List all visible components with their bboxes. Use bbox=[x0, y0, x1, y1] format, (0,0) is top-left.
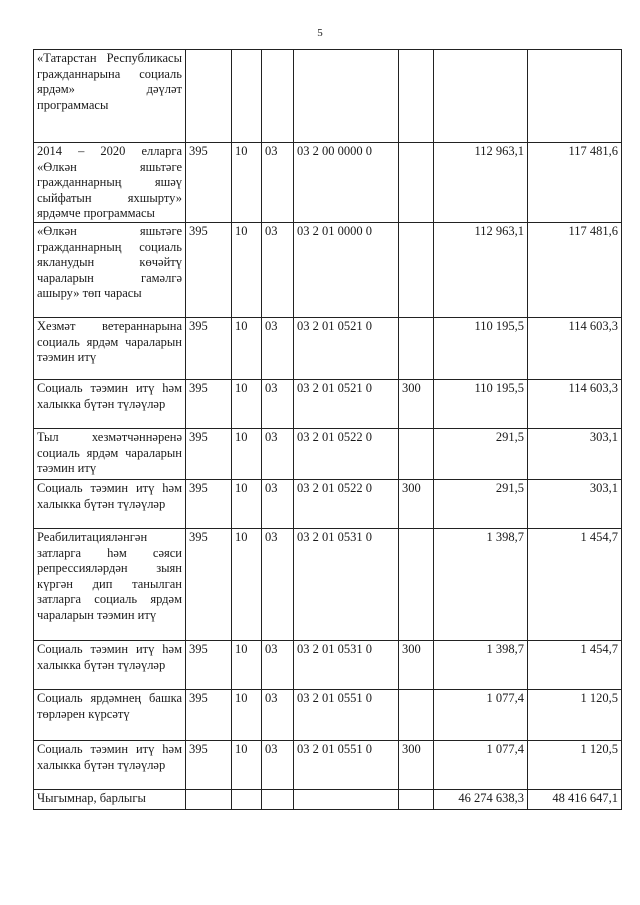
subsection-cell: 03 bbox=[262, 690, 294, 741]
expense-type-cell bbox=[399, 790, 434, 810]
amount-2019-cell: 46 274 638,3 bbox=[434, 790, 528, 810]
section-cell bbox=[232, 50, 262, 143]
target-article-cell: 03 2 01 0522 0 bbox=[294, 429, 399, 480]
section-cell: 10 bbox=[232, 741, 262, 790]
table-row bbox=[34, 641, 622, 690]
amount-2019-cell: 112 963,1 bbox=[434, 143, 528, 223]
subsection-cell: 03 bbox=[262, 429, 294, 480]
amount-2020-cell: 303,1 bbox=[528, 429, 622, 480]
section-cell: 10 bbox=[232, 529, 262, 641]
expense-type-cell: 300 bbox=[399, 641, 434, 690]
subsection-cell bbox=[262, 50, 294, 143]
table-row bbox=[34, 529, 622, 641]
row-name-cell: Социаль ярдәмнең башка төрләрен күрсәтү bbox=[34, 690, 186, 741]
amount-2019-cell: 1 398,7 bbox=[434, 641, 528, 690]
section-cell: 10 bbox=[232, 480, 262, 529]
section-cell: 10 bbox=[232, 143, 262, 223]
table-body bbox=[34, 50, 622, 810]
section-cell: 10 bbox=[232, 641, 262, 690]
table-row bbox=[34, 690, 622, 741]
row-name-cell: «Өлкән яшьтәге гражданнарның социаль якланудын көчәйтү чараларын гамәлгә ашыру» төп чарасы bbox=[34, 223, 186, 318]
subsection-cell: 03 bbox=[262, 741, 294, 790]
expense-type-cell bbox=[399, 690, 434, 741]
row-name-cell: Хезмәт ветераннарына социаль ярдәм чараларын тәэмин итү bbox=[34, 318, 186, 380]
total-row bbox=[34, 790, 622, 810]
section-cell: 10 bbox=[232, 690, 262, 741]
target-article-cell: 03 2 00 0000 0 bbox=[294, 143, 399, 223]
section-cell: 10 bbox=[232, 223, 262, 318]
table-row bbox=[34, 318, 622, 380]
target-article-cell bbox=[294, 50, 399, 143]
ministry-code-cell: 395 bbox=[186, 529, 232, 641]
expense-type-cell bbox=[399, 529, 434, 641]
section-cell: 10 bbox=[232, 429, 262, 480]
ministry-code-cell: 395 bbox=[186, 641, 232, 690]
amount-2019-cell: 1 077,4 bbox=[434, 690, 528, 741]
table-row bbox=[34, 50, 622, 143]
subsection-cell: 03 bbox=[262, 641, 294, 690]
expense-type-cell: 300 bbox=[399, 480, 434, 529]
row-name-cell: Социаль тәэмин итү һәм халыкка бүтән түләүләр bbox=[34, 641, 186, 690]
amount-2019-cell: 110 195,5 bbox=[434, 318, 528, 380]
expense-type-cell bbox=[399, 50, 434, 143]
subsection-cell: 03 bbox=[262, 223, 294, 318]
amount-2020-cell: 117 481,6 bbox=[528, 143, 622, 223]
amount-2020-cell: 114 603,3 bbox=[528, 380, 622, 429]
table-row bbox=[34, 223, 622, 318]
amount-2020-cell: 48 416 647,1 bbox=[528, 790, 622, 810]
ministry-code-cell: 395 bbox=[186, 143, 232, 223]
ministry-code-cell: 395 bbox=[186, 380, 232, 429]
amount-2020-cell: 303,1 bbox=[528, 480, 622, 529]
row-name-cell: Социаль тәэмин итү һәм халыкка бүтән түләүләр bbox=[34, 380, 186, 429]
amount-2020-cell: 117 481,6 bbox=[528, 223, 622, 318]
subsection-cell: 03 bbox=[262, 380, 294, 429]
target-article-cell: 03 2 01 0551 0 bbox=[294, 741, 399, 790]
target-article-cell: 03 2 01 0000 0 bbox=[294, 223, 399, 318]
row-name-cell: Чыгымнар, барлыгы bbox=[34, 790, 186, 810]
amount-2020-cell: 1 120,5 bbox=[528, 690, 622, 741]
page-number: 5 bbox=[317, 27, 323, 39]
amount-2020-cell: 1 454,7 bbox=[528, 641, 622, 690]
table-row bbox=[34, 143, 622, 223]
expense-type-cell: 300 bbox=[399, 741, 434, 790]
expense-type-cell bbox=[399, 318, 434, 380]
ministry-code-cell: 395 bbox=[186, 318, 232, 380]
target-article-cell: 03 2 01 0521 0 bbox=[294, 318, 399, 380]
target-article-cell: 03 2 01 0531 0 bbox=[294, 641, 399, 690]
row-name-cell: Тыл хезмәтчәннәренә социаль ярдәм чараларын тәэмин итү bbox=[34, 429, 186, 480]
row-name-cell: Социаль тәэмин итү һәм халыкка бүтән түләүләр bbox=[34, 741, 186, 790]
section-cell: 10 bbox=[232, 380, 262, 429]
amount-2020-cell bbox=[528, 50, 622, 143]
ministry-code-cell bbox=[186, 50, 232, 143]
amount-2019-cell: 291,5 bbox=[434, 429, 528, 480]
amount-2020-cell: 1 454,7 bbox=[528, 529, 622, 641]
expense-type-cell bbox=[399, 429, 434, 480]
row-name-cell: Реабилитацияләнгән затларга һәм сәяси репрессияләрдән зыян күргән дип танылган затларга социаль ярдәм чараларын тәэмин итү bbox=[34, 529, 186, 641]
table-row bbox=[34, 480, 622, 529]
amount-2019-cell: 110 195,5 bbox=[434, 380, 528, 429]
amount-2019-cell: 112 963,1 bbox=[434, 223, 528, 318]
amount-2019-cell: 1 398,7 bbox=[434, 529, 528, 641]
subsection-cell bbox=[262, 790, 294, 810]
target-article-cell: 03 2 01 0551 0 bbox=[294, 690, 399, 741]
subsection-cell: 03 bbox=[262, 318, 294, 380]
row-name-cell: Социаль тәэмин итү һәм халыкка бүтән түләүләр bbox=[34, 480, 186, 529]
expense-type-cell bbox=[399, 223, 434, 318]
subsection-cell: 03 bbox=[262, 529, 294, 641]
amount-2020-cell: 114 603,3 bbox=[528, 318, 622, 380]
ministry-code-cell: 395 bbox=[186, 223, 232, 318]
target-article-cell: 03 2 01 0521 0 bbox=[294, 380, 399, 429]
table-row bbox=[34, 741, 622, 790]
ministry-code-cell: 395 bbox=[186, 429, 232, 480]
subsection-cell: 03 bbox=[262, 143, 294, 223]
section-cell: 10 bbox=[232, 318, 262, 380]
expense-type-cell: 300 bbox=[399, 380, 434, 429]
target-article-cell bbox=[294, 790, 399, 810]
expense-type-cell bbox=[399, 143, 434, 223]
target-article-cell: 03 2 01 0531 0 bbox=[294, 529, 399, 641]
row-name-cell: 2014 – 2020 елларга «Өлкән яшьтәге гражданнарның яшәү сыйфатын яхшырту» ярдәмче программасы bbox=[34, 143, 186, 223]
ministry-code-cell: 395 bbox=[186, 741, 232, 790]
ministry-code-cell bbox=[186, 790, 232, 810]
table-row bbox=[34, 429, 622, 480]
subsection-cell: 03 bbox=[262, 480, 294, 529]
table-row bbox=[34, 380, 622, 429]
ministry-code-cell: 395 bbox=[186, 690, 232, 741]
section-cell bbox=[232, 790, 262, 810]
target-article-cell: 03 2 01 0522 0 bbox=[294, 480, 399, 529]
amount-2019-cell bbox=[434, 50, 528, 143]
amount-2019-cell: 1 077,4 bbox=[434, 741, 528, 790]
ministry-code-cell: 395 bbox=[186, 480, 232, 529]
budget-table bbox=[33, 49, 622, 810]
amount-2019-cell: 291,5 bbox=[434, 480, 528, 529]
row-name-cell: «Татарстан Республикасы гражданнарына социаль ярдәм» дәүләт программасы bbox=[34, 50, 186, 143]
amount-2020-cell: 1 120,5 bbox=[528, 741, 622, 790]
